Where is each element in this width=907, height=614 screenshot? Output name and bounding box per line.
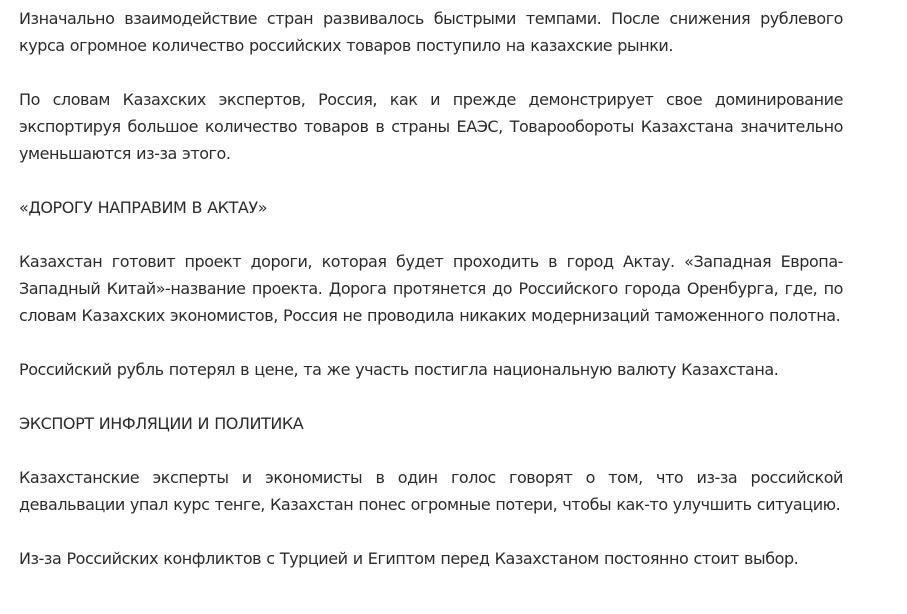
section-heading-inflation: ЭКСПОРТ ИНФЛЯЦИИ И ПОЛИТИКА	[19, 414, 304, 433]
paragraph-devaluation: Казахстанские эксперты и экономисты в один голос говорят о том, что из-за российской девальвации упал курс тенге, Казахстан понес огромные потери, чтобы как-то улучшить ситуацию.	[19, 468, 843, 514]
paragraph-ruble: Российский рубль потерял в цене, та же участь постигла национальную валюту Казахстана.	[19, 360, 779, 379]
paragraph-experts: По словам Казахских экспертов, Россия, как и прежде демонстрирует свое доминирование экспортируя большое количество товаров в страны ЕАЭС, Товарообороты Казахстана значительно уменьшаются из-за этого.	[19, 90, 843, 163]
paragraph-conflicts: Из-за Российских конфликтов с Турцией и Египтом перед Казахстаном постоянно стоит выбор.	[19, 549, 799, 568]
article-body	[19, 5, 843, 599]
paragraph-road-project: Казахстан готовит проект дороги, которая будет проходить в город Актау. «Западная Европа-Западный Китай»-название проекта. Дорога протянется до Российского города Оренбурга, где, по словам Казахских экономистов, Россия не проводила никаких модернизаций таможенного полотна.	[19, 252, 843, 325]
section-heading-road: «ДОРОГУ НАПРАВИМ В АКТАУ»	[19, 198, 268, 217]
paragraph-intro: Изначально взаимодействие стран развивалось быстрыми темпами. После снижения рублевого курса огромное количество российских товаров поступило на казахские рынки.	[19, 9, 843, 55]
